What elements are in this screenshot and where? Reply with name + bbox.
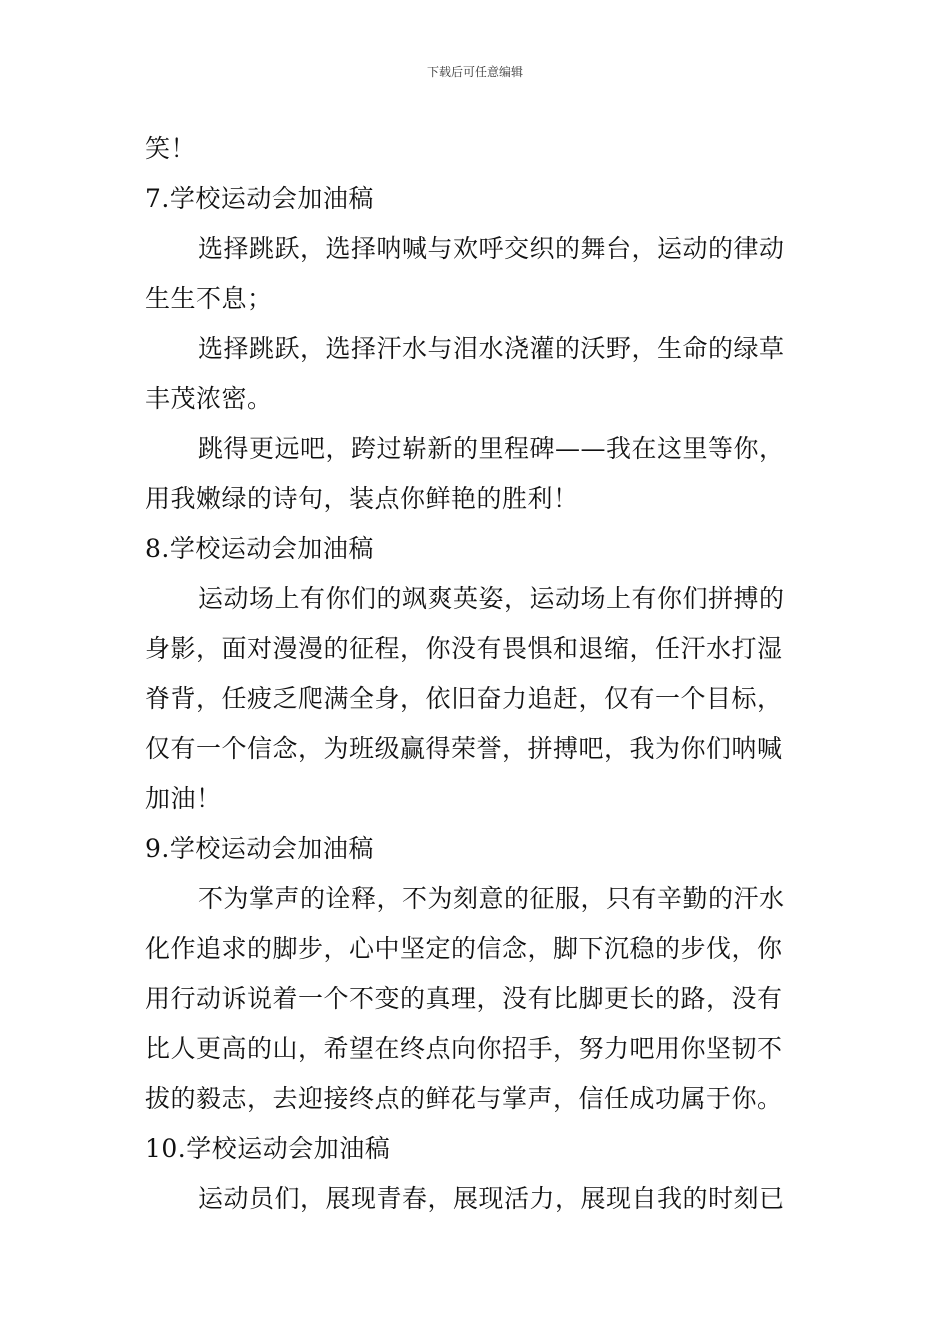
text-line: 用我嫩绿的诗句，装点你鲜艳的胜利！ — [145, 484, 579, 513]
text-line: 生生不息； — [145, 284, 273, 313]
text-line: 加油！ — [145, 784, 222, 813]
section-heading-10: 10.学校运动会加油稿 — [145, 1134, 391, 1163]
text-line: 脊背，任疲乏爬满全身，依旧奋力追赶，仅有一个目标， — [145, 684, 783, 713]
section-heading-8: 8.学校运动会加油稿 — [145, 534, 374, 563]
paragraph-line: 选择跳跃，选择汗水与泪水浇灌的沃野，生命的绿草 — [198, 334, 785, 363]
text-line: 拔的毅志，去迎接终点的鲜花与掌声，信任成功属于你。 — [145, 1084, 783, 1113]
paragraph-line: 运动员们，展现青春，展现活力，展现自我的时刻已 — [198, 1184, 785, 1213]
text-line: 用行动诉说着一个不变的真理，没有比脚更长的路，没有 — [145, 984, 783, 1013]
text-line: 身影，面对漫漫的征程，你没有畏惧和退缩，任汗水打湿 — [145, 634, 783, 663]
section-heading-7: 7.学校运动会加油稿 — [145, 184, 374, 213]
text-line: 仅有一个信念，为班级赢得荣誉，拼搏吧，我为你们呐喊 — [145, 734, 783, 763]
paragraph-line: 选择跳跃，选择呐喊与欢呼交织的舞台，运动的律动 — [198, 234, 785, 263]
text-line: 笑！ — [145, 134, 197, 163]
page-header: 下载后可任意编辑 — [426, 65, 523, 79]
paragraph-line: 跳得更远吧，跨过崭新的里程碑——我在这里等你， — [198, 434, 785, 463]
paragraph-line: 运动场上有你们的飒爽英姿，运动场上有你们拼搏的 — [198, 584, 785, 613]
text-line: 丰茂浓密。 — [145, 384, 273, 413]
paragraph-line: 不为掌声的诠释，不为刻意的征服，只有辛勤的汗水 — [198, 884, 785, 913]
section-heading-9: 9.学校运动会加油稿 — [145, 834, 374, 863]
text-line: 化作追求的脚步，心中坚定的信念，脚下沉稳的步伐，你 — [145, 934, 783, 963]
text-line: 比人更高的山，希望在终点向你招手，努力吧用你坚韧不 — [145, 1034, 783, 1063]
document-body — [145, 124, 807, 1224]
